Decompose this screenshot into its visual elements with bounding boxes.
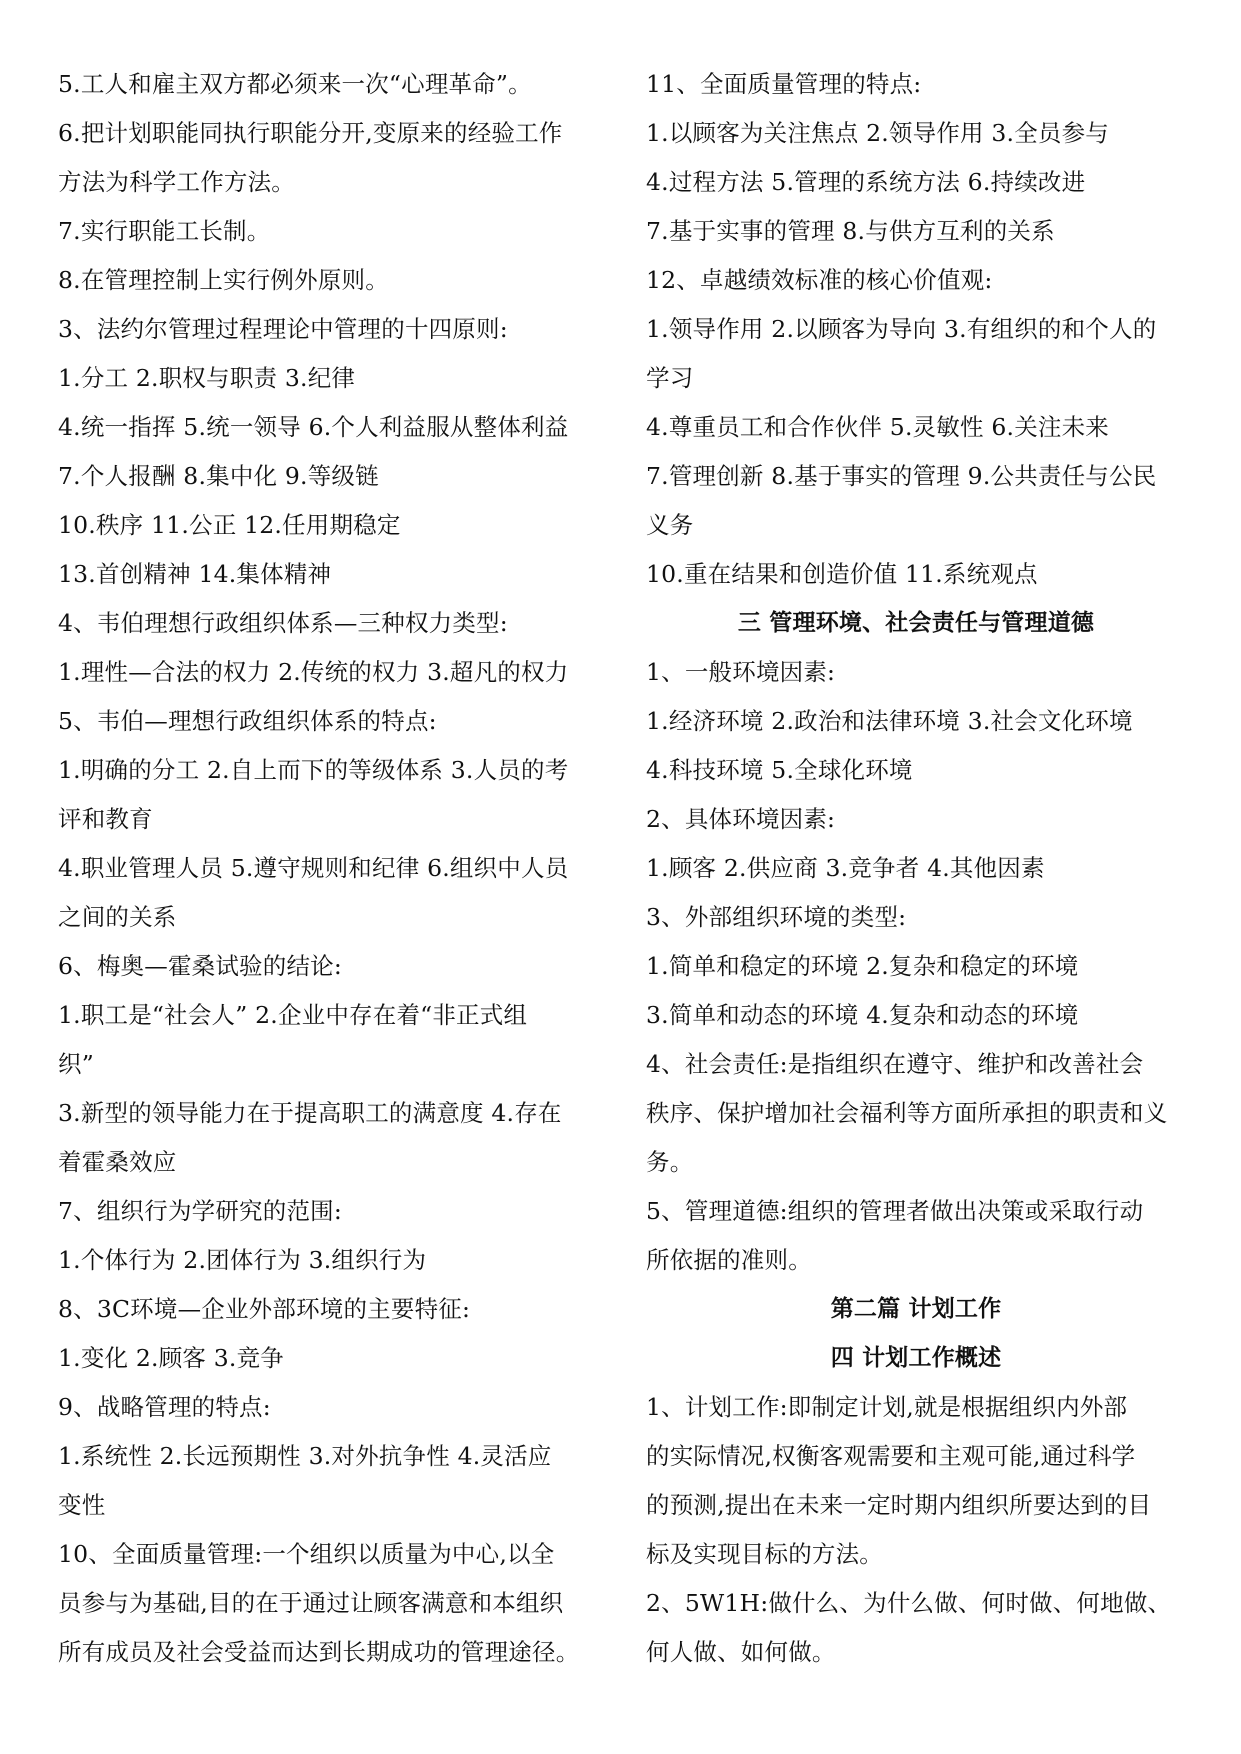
text-line: 8.在管理控制上实行例外原则。 — [58, 266, 389, 294]
text-line: 着霍桑效应 — [58, 1148, 177, 1176]
text-line: 1.经济环境 2.政治和法律环境 3.社会文化环境 — [646, 707, 1133, 735]
text-line: 1.理性—合法的权力 2.传统的权力 3.超凡的权力 — [58, 658, 569, 686]
text-line: 7.个人报酬 8.集中化 9.等级链 — [58, 462, 379, 490]
text-line: 的实际情况,权衡客观需要和主观可能,通过科学 — [646, 1442, 1136, 1470]
part-heading: 第二篇 计划工作 — [830, 1296, 1002, 1322]
text-line: 2、5W1H:做什么、为什么做、何时做、何地做、 — [646, 1589, 1172, 1617]
text-line: 3.简单和动态的环境 4.复杂和动态的环境 — [646, 1001, 1079, 1029]
text-line: 织” — [58, 1050, 94, 1078]
text-line: 10.重在结果和创造价值 11.系统观点 — [646, 560, 1038, 588]
text-line: 4.职业管理人员 5.遵守规则和纪律 6.组织中人员 — [58, 854, 569, 882]
text-line: 4.统一指挥 5.统一领导 6.个人利益服从整体利益 — [58, 413, 569, 441]
text-line: 5.工人和雇主双方都必须来一次“心理革命”。 — [58, 70, 532, 98]
text-line: 7、组织行为学研究的范围: — [58, 1197, 342, 1225]
text-line: 1.职工是“社会人” 2.企业中存在着“非正式组 — [58, 1001, 528, 1029]
text-line: 员参与为基础,目的在于通过让顾客满意和本组织 — [58, 1589, 564, 1617]
text-line: 1、计划工作:即制定计划,就是根据组织内外部 — [646, 1393, 1128, 1421]
text-line: 5、管理道德:组织的管理者做出决策或采取行动 — [646, 1197, 1144, 1225]
text-line: 1.个体行为 2.团体行为 3.组织行为 — [58, 1246, 427, 1274]
text-line: 1.以顾客为关注焦点 2.领导作用 3.全员参与 — [646, 119, 1110, 147]
text-line: 所有成员及社会受益而达到长期成功的管理途径。 — [58, 1638, 580, 1666]
text-line: 何人做、如何做。 — [646, 1638, 836, 1666]
right-column — [646, 60, 1186, 1677]
text-line: 11、全面质量管理的特点: — [646, 70, 922, 98]
text-line: 4.过程方法 5.管理的系统方法 6.持续改进 — [646, 168, 1086, 196]
section-heading: 四 计划工作概述 — [830, 1345, 1002, 1371]
text-line: 4、社会责任:是指组织在遵守、维护和改善社会 — [646, 1050, 1144, 1078]
text-line: 义务 — [646, 511, 694, 539]
left-column — [58, 60, 603, 1677]
text-line: 7.实行职能工长制。 — [58, 217, 271, 245]
text-line: 标及实现目标的方法。 — [646, 1540, 883, 1568]
text-line: 之间的关系 — [58, 903, 177, 931]
text-line: 6.把计划职能同执行职能分开,变原来的经验工作 — [58, 119, 563, 147]
text-line: 1.简单和稳定的环境 2.复杂和稳定的环境 — [646, 952, 1079, 980]
text-line: 7.管理创新 8.基于事实的管理 9.公共责任与公民 — [646, 462, 1157, 490]
text-line: 的预测,提出在未来一定时期内组织所要达到的目 — [646, 1491, 1152, 1519]
text-line: 7.基于实事的管理 8.与供方互利的关系 — [646, 217, 1055, 245]
text-line: 1.分工 2.职权与职责 3.纪律 — [58, 364, 356, 392]
text-line: 10、全面质量管理:一个组织以质量为中心,以全 — [58, 1540, 555, 1568]
text-line: 1.领导作用 2.以顾客为导向 3.有组织的和个人的 — [646, 315, 1157, 343]
text-line: 方法为科学工作方法。 — [58, 168, 295, 196]
text-line: 10.秩序 11.公正 12.任用期稳定 — [58, 511, 401, 539]
text-line: 1.系统性 2.长远预期性 3.对外抗争性 4.灵活应 — [58, 1442, 552, 1470]
text-line: 1.明确的分工 2.自上而下的等级体系 3.人员的考 — [58, 756, 569, 784]
text-line: 所依据的准则。 — [646, 1246, 812, 1274]
text-line: 1.顾客 2.供应商 3.竞争者 4.其他因素 — [646, 854, 1045, 882]
text-line: 4.科技环境 5.全球化环境 — [646, 756, 913, 784]
text-line: 2、具体环境因素: — [646, 805, 836, 833]
text-line: 秩序、保护增加社会福利等方面所承担的职责和义 — [646, 1099, 1168, 1127]
text-line: 3.新型的领导能力在于提高职工的满意度 4.存在 — [58, 1099, 562, 1127]
text-line: 4、韦伯理想行政组织体系—三种权力类型: — [58, 609, 508, 637]
text-line: 学习 — [646, 364, 694, 392]
text-line: 9、战略管理的特点: — [58, 1393, 271, 1421]
text-line: 1.变化 2.顾客 3.竞争 — [58, 1344, 285, 1372]
text-line: 12、卓越绩效标准的核心价值观: — [646, 266, 993, 294]
text-line: 8、3C环境—企业外部环境的主要特征: — [58, 1295, 471, 1323]
text-line: 6、梅奥—霍桑试验的结论: — [58, 952, 342, 980]
section-heading: 三 管理环境、社会责任与管理道德 — [737, 610, 1095, 636]
text-line: 3、外部组织环境的类型: — [646, 903, 907, 931]
text-line: 13.首创精神 14.集体精神 — [58, 560, 332, 588]
text-line: 评和教育 — [58, 805, 153, 833]
text-line: 4.尊重员工和合作伙伴 5.灵敏性 6.关注未来 — [646, 413, 1110, 441]
text-line: 3、法约尔管理过程理论中管理的十四原则: — [58, 315, 508, 343]
text-line: 变性 — [58, 1491, 106, 1519]
text-line: 务。 — [646, 1148, 694, 1176]
text-line: 5、韦伯—理想行政组织体系的特点: — [58, 707, 437, 735]
text-line: 1、一般环境因素: — [646, 658, 836, 686]
